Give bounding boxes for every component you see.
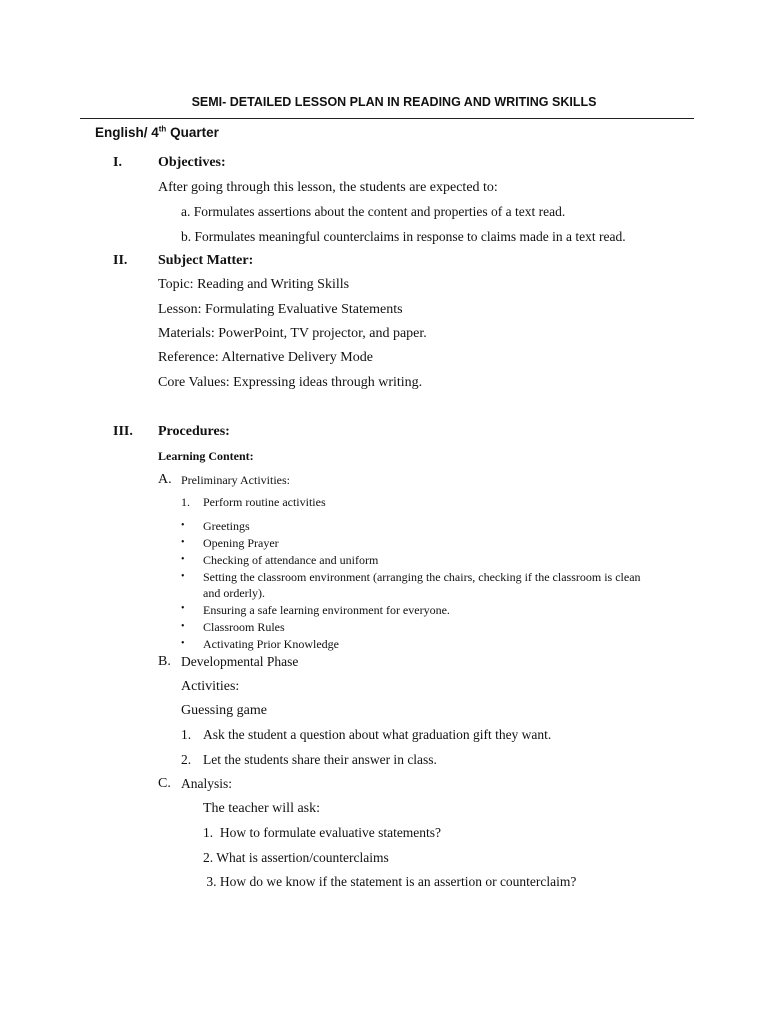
developmental-phase-label: Developmental Phase: [181, 654, 299, 669]
bullet-item: Checking of attendance and uniform: [203, 553, 379, 567]
objective-item: a. Formulates assertions about the content and properties of a text read.: [181, 204, 566, 219]
section-number-procedures: III.: [113, 424, 133, 439]
objective-item: b. Formulates meaningful counterclaims in response to claims made in a text read.: [181, 229, 626, 244]
section-number-subject-matter: II.: [113, 253, 128, 268]
teacher-ask-label: The teacher will ask:: [203, 801, 321, 816]
section-heading-subject-matter: Subject Matter:: [158, 253, 254, 268]
step-text: Let the students share their answer in class.: [203, 752, 437, 767]
analysis-label: Analysis:: [181, 776, 233, 791]
bullet-icon: •: [181, 537, 185, 548]
quarter-prefix: English/ 4: [95, 125, 159, 140]
subsection-letter-a: A.: [158, 472, 172, 487]
subject-reference: Reference: Alternative Delivery Mode: [158, 350, 373, 365]
title-divider: [80, 118, 694, 119]
activities-label: Activities:: [181, 679, 240, 694]
bullet-icon: •: [181, 554, 185, 565]
page-title: SEMI- DETAILED LESSON PLAN IN READING AND WRITING SKILLS: [191, 95, 597, 109]
objectives-intro: After going through this lesson, the students are expected to:: [158, 180, 498, 195]
bullet-item: Greetings: [203, 519, 250, 533]
bullet-icon: •: [181, 621, 185, 632]
subject-materials: Materials: PowerPoint, TV projector, and paper.: [158, 326, 427, 341]
routine-activities-label: Perform routine activities: [203, 495, 326, 509]
subject-lesson: Lesson: Formulating Evaluative Statements: [158, 302, 403, 317]
bullet-item: Opening Prayer: [203, 536, 279, 550]
subject-topic: Topic: Reading and Writing Skills: [158, 277, 350, 292]
routine-number: 1.: [181, 495, 190, 509]
section-heading-objectives: Objectives:: [158, 155, 226, 170]
bullet-icon: •: [181, 638, 185, 649]
bullet-item: Activating Prior Knowledge: [203, 637, 339, 651]
step-number: 2.: [181, 752, 192, 767]
bullet-icon: •: [181, 520, 185, 531]
analysis-question: 1. How to formulate evaluative statements?: [203, 825, 442, 840]
learning-content-label: Learning Content:: [158, 449, 254, 463]
subject-core-values: Core Values: Expressing ideas through writing.: [158, 375, 423, 390]
subject-quarter: [95, 125, 219, 140]
subsection-letter-c: C.: [158, 776, 171, 791]
analysis-question: 2. What is assertion/counterclaims: [203, 850, 389, 865]
step-number: 1.: [181, 727, 192, 742]
bullet-item: Ensuring a safe learning environment for everyone.: [203, 603, 450, 617]
bullet-item-continuation: and orderly).: [203, 586, 265, 600]
subsection-letter-b: B.: [158, 654, 171, 669]
section-number-objectives: I.: [113, 155, 122, 170]
quarter-suffix: Quarter: [166, 125, 219, 140]
bullet-item: Setting the classroom environment (arranging the chairs, checking if the classroom is clean: [203, 570, 641, 584]
bullet-icon: •: [181, 571, 185, 582]
bullet-icon: •: [181, 603, 185, 614]
guessing-game-label: Guessing game: [181, 703, 267, 718]
step-text: Ask the student a question about what graduation gift they want.: [203, 727, 552, 742]
bullet-item: Classroom Rules: [203, 620, 285, 634]
preliminary-activities-label: Preliminary Activities:: [181, 473, 290, 487]
analysis-question: 3. How do we know if the statement is an assertion or counterclaim?: [203, 874, 577, 889]
quarter-superscript: th: [158, 124, 167, 134]
section-heading-procedures: Procedures:: [158, 424, 230, 439]
